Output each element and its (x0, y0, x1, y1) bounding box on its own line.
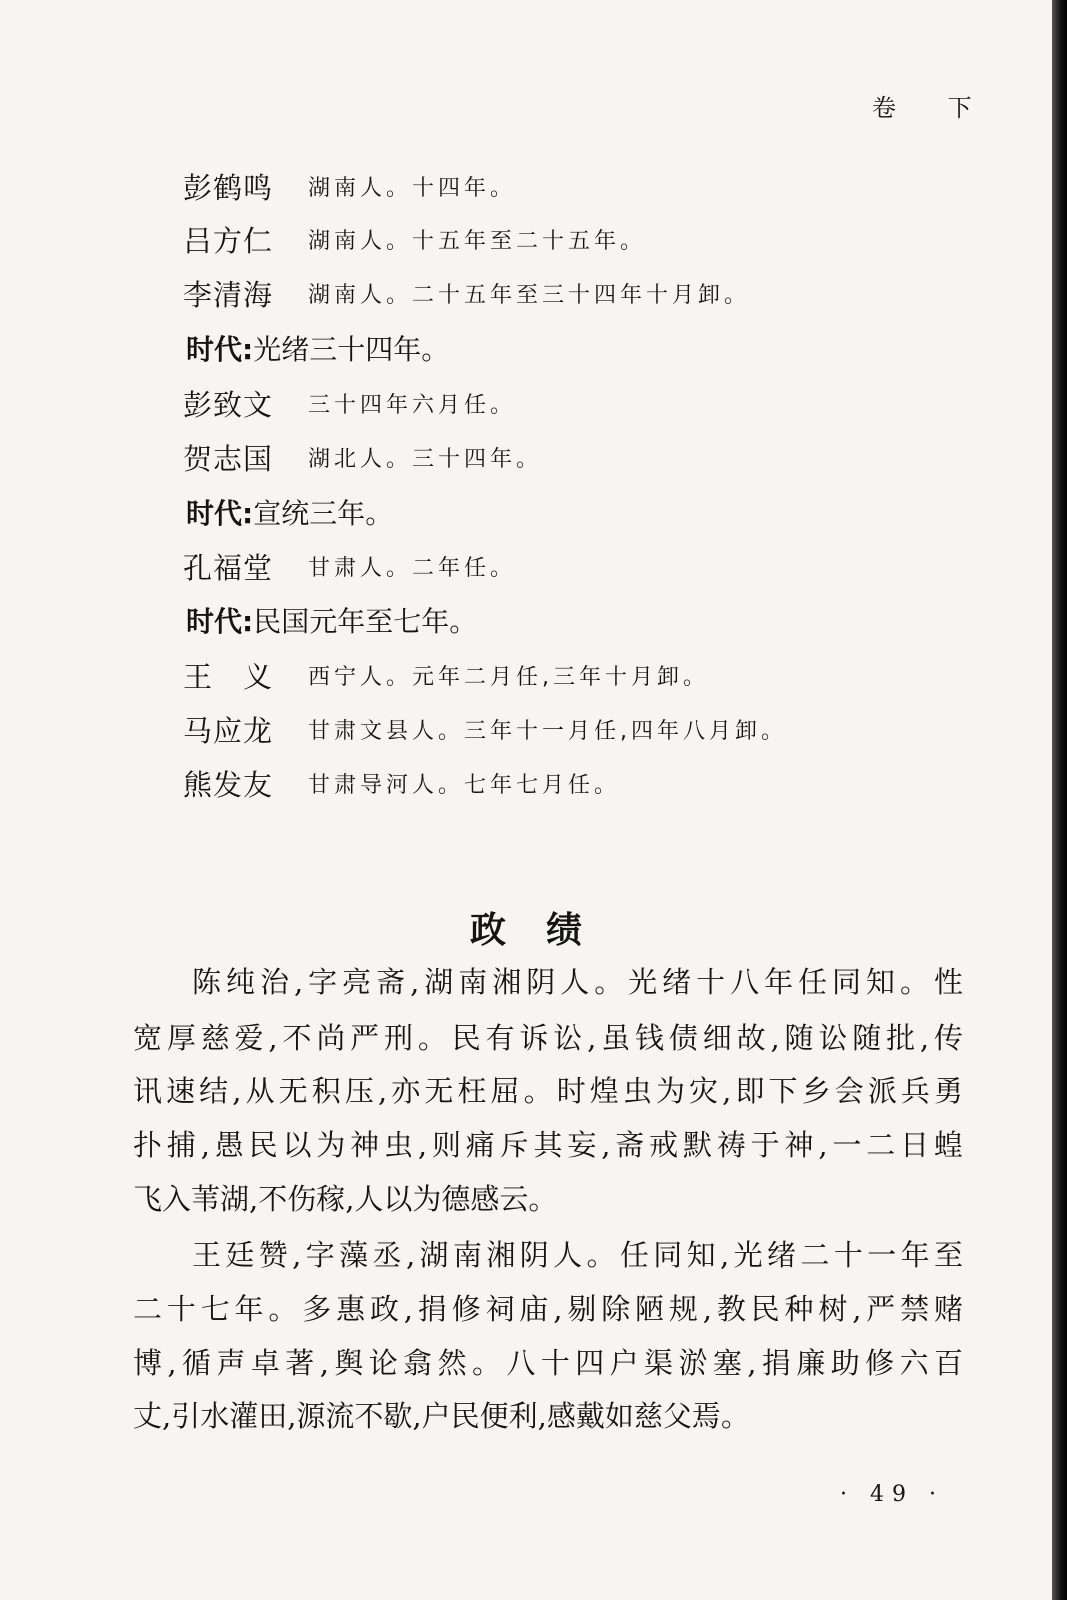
official-name: 熊发友 (183, 767, 274, 802)
era-heading (186, 492, 393, 532)
paragraph-line: 扑捕,愚民以为神虫,则痛斥其妄,斋戒默祷于神,一二日蝗 (133, 1128, 963, 1162)
era-text: 民国元年至七年。 (253, 605, 478, 638)
official-name: 孔福堂 (183, 550, 274, 585)
official-name: 贺志国 (183, 441, 274, 476)
official-name: 李清海 (183, 277, 274, 312)
paragraph-line: 宽厚慈爱,不尚严刑。民有诉讼,虽钱债细故,随讼随批,传 (133, 1021, 963, 1055)
paragraph-line: 丈,引水灌田,源流不歇,户民便利,感戴如慈父焉。 (133, 1399, 750, 1433)
official-entry (183, 273, 750, 313)
era-label: 时代: (186, 333, 254, 366)
official-detail: 西宁人。元年二月任,三年十月卸。 (308, 664, 709, 690)
official-detail: 三十四年六月任。 (308, 392, 517, 418)
running-head: 卷 下 (872, 94, 994, 122)
official-detail: 甘肃文县人。三年十一月任,四年八月卸。 (308, 718, 787, 744)
official-name: 彭鹤鸣 (183, 170, 274, 205)
page-edge-shadow (1052, 0, 1067, 1600)
paragraph-line: 陈纯治,字亮斋,湖南湘阴人。光绪十八年任同知。性 (192, 965, 963, 999)
official-name: 马应龙 (183, 713, 274, 748)
official-entry (183, 655, 709, 695)
official-detail: 湖南人。二十五年至三十四年十月卸。 (308, 282, 751, 308)
official-entry (183, 763, 620, 803)
official-entry (183, 546, 516, 586)
official-detail: 甘肃人。二年任。 (308, 555, 517, 581)
paragraph-line: 飞入苇湖,不伤稼,人以为德感云。 (133, 1182, 558, 1216)
paragraph-line: 讯速结,从无积压,亦无枉屈。时煌虫为灾,即下乡会派兵勇 (133, 1074, 963, 1108)
page-number: · 49 · (840, 1482, 944, 1507)
official-detail: 湖南人。十五年至二十五年。 (308, 228, 647, 254)
official-name: 王 义 (183, 659, 274, 694)
official-detail: 湖北人。三十四年。 (308, 446, 543, 472)
section-title: 政绩 (469, 910, 622, 951)
official-detail: 甘肃导河人。七年七月任。 (308, 772, 621, 798)
paragraph-line: 博,循声卓著,舆论翕然。八十四户渠淤塞,捐廉助修六百 (133, 1346, 963, 1380)
era-text: 光绪三十四年。 (253, 333, 450, 366)
era-text: 宣统三年。 (253, 497, 394, 530)
official-entry (183, 709, 787, 749)
era-label: 时代: (186, 497, 254, 530)
official-entry (183, 383, 516, 423)
official-detail: 湖南人。十四年。 (308, 175, 517, 201)
era-heading (186, 328, 449, 368)
official-entry (183, 166, 516, 206)
official-name: 彭致文 (183, 387, 274, 422)
official-entry (183, 219, 646, 259)
era-label: 时代: (186, 605, 254, 638)
paragraph-line: 二十七年。多惠政,捐修祠庙,剔除陋规,教民种树,严禁赌 (133, 1292, 963, 1326)
official-name: 吕方仁 (183, 223, 274, 258)
era-heading (186, 600, 477, 640)
paragraph-line: 王廷赞,字藻丞,湖南湘阴人。任同知,光绪二十一年至 (192, 1238, 963, 1272)
official-entry (183, 437, 542, 477)
